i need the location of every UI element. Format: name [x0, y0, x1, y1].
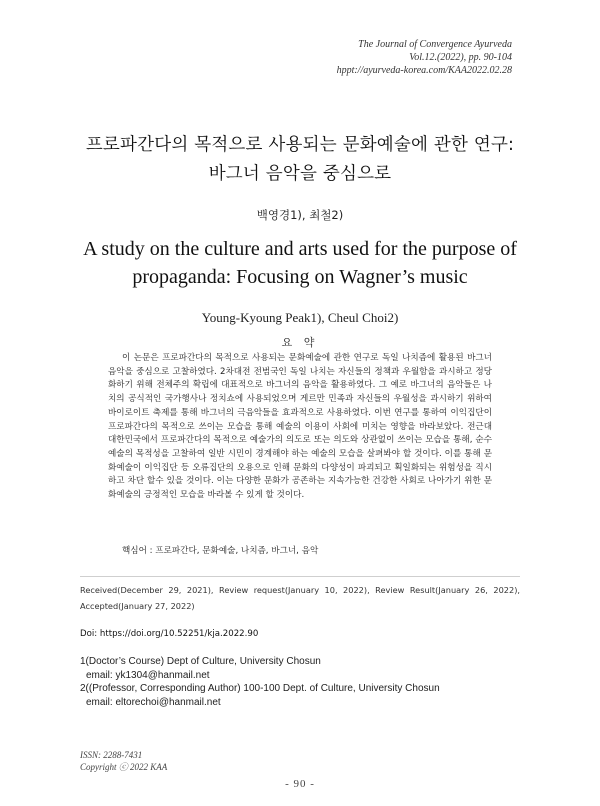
- keywords: 핵심어 : 프로파간다, 문화예술, 나치즘, 바그너, 음악: [122, 546, 319, 556]
- journal-header: [272, 38, 512, 77]
- english-authors: Young-Kyoung Peak1), Cheul Choi2): [201, 310, 399, 325]
- footnote-author-2: [80, 682, 440, 709]
- korean-authors: 백영경1), 최철2): [256, 208, 344, 222]
- korean-title-line-2: 바그너 음악을 중심으로: [208, 164, 392, 184]
- issn: ISSN: 2288-7431: [80, 750, 143, 760]
- copyright: Copyright ⓒ 2022 KAA: [80, 762, 168, 772]
- footnote-affiliation: 2((Professor, Corresponding Author) 100-100 Dept. of Culture, University Chosun: [80, 683, 440, 694]
- doi-link[interactable]: Doi: https://doi.org/10.52251/kja.2022.90: [80, 629, 259, 639]
- abstract-heading: 요 약: [281, 336, 319, 349]
- issn-block: [80, 749, 167, 773]
- korean-title-line-1: 프로파간다의 목적으로 사용되는 문화예술에 관한 연구:: [85, 135, 515, 155]
- abstract-body: 이 논문은 프로파간다의 목적으로 사용되는 문화예술에 관한 연구로 독일 나치즘에 활용된 바그너 음악을 중심으로 고찰하였다. 2차대전 전범국인 독일 나치는 자신들의 정책과 우월함을 과시하고 정당화하기 위해 전체주의 확립에 대표적으로 바그너의 음악을 활용하였다. 그 예로 바그너의 음악들은 나치의 공식적인 국가행사나 정치쇼에 사용되었으며 게르만 민족과 자신들의 우월성을 과시하기 위하여 바이로이트 축제를 통해 바그너의 극음악들을 효과적으로 사용하였다. 이번 연구를 통하여 이익집단이 프로파간다의 목적으로 쓰이는 모습을 통해 예술의 이용이 사회에 미치는 영향을 바라보았다. 전근대 대한민국에서 프로파간다의 목적으로 예술가의 의도로 또는 의도와 상관없이 쓰이는 모습을 통해, 순수예술의 목적성을 고찰하여 일반 시민이 경계해야 하는 예술의 모습을 살펴봐야 할 것이다. 이를 통해 문화예술이 이익집단 등 오류집단의 오용으로 인해 문화의 다양성이 파괴되고 획일화되는 위험성을 직시하고 차단 할수 있을 것이다. 이는 다양한 문화가 공존하는 지속가능한 건강한 사회로 나아가기 위한 문화예술의 긍정적인 모습을 바라볼 수 있게 할 것이다.: [108, 353, 492, 501]
- footnote-affiliation: 1(Doctor’s Course) Dept of Culture, University Chosun: [80, 656, 321, 667]
- footnote-email: email: yk1304@hanmail.net: [86, 669, 210, 681]
- footnote-author-1: [80, 655, 321, 682]
- journal-name: The Journal of Convergence Ayurveda: [358, 39, 512, 50]
- english-title-line-2: propaganda: Focusing on Wagner’s music: [132, 266, 468, 288]
- journal-url: hppt://ayurveda-korea.com/KAA2022.02.28: [336, 65, 512, 76]
- footnote-email: email: eltorechoi@hanmail.net: [86, 696, 221, 708]
- english-title-line-1: A study on the culture and arts used for the purpose of: [83, 238, 517, 260]
- footnote-divider: [80, 576, 520, 577]
- journal-volume: Vol.12.(2022), pp. 90-104: [409, 52, 512, 63]
- page-number: - 90 -: [285, 778, 315, 790]
- received-dates: Received(December 29, 2021), Review request(January 10, 2022), Review Result(January 26, 2022), Accepted(January 27, 2022): [80, 585, 520, 611]
